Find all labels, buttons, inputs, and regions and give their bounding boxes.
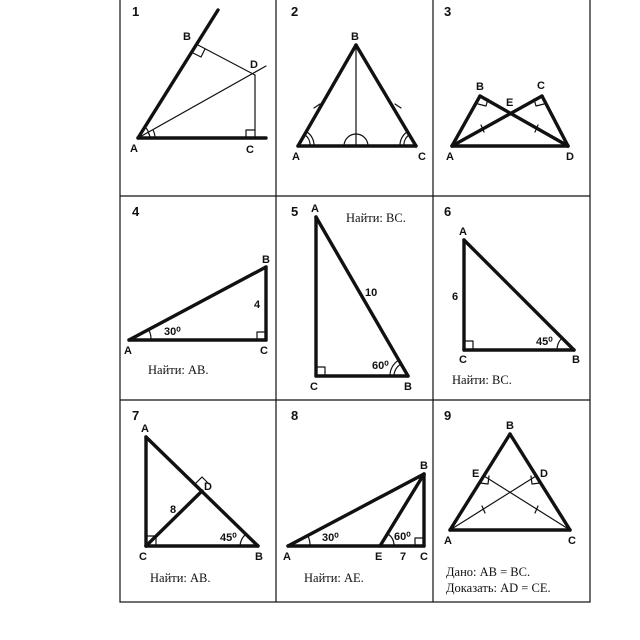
vertex-label: C: [310, 381, 318, 393]
vertex-label: C: [568, 535, 576, 547]
vertex-label: B: [420, 460, 428, 472]
vertex-label: A: [444, 535, 452, 547]
vertex-label: A: [124, 345, 132, 357]
task-text: Найти: AB.: [148, 363, 209, 377]
vertex-label: A: [446, 151, 454, 163]
vertex-label: B: [404, 381, 412, 393]
problem-number: 6: [444, 204, 452, 219]
problem-number: 8: [291, 408, 299, 423]
vertex-label: A: [130, 143, 138, 155]
vertex-label: D: [204, 481, 212, 493]
problem-number: 5: [291, 204, 299, 219]
problem-4: [124, 204, 270, 377]
problem-number: 9: [444, 408, 452, 423]
vertex-label: A: [292, 151, 300, 163]
angle-label: 45⁰: [536, 336, 553, 348]
vertex-label: C: [537, 80, 545, 92]
problem-number: 2: [291, 4, 299, 19]
angle-label: 45⁰: [220, 532, 237, 544]
vertex-label: E: [472, 468, 480, 480]
side-label: 10: [365, 287, 378, 299]
vertex-label: A: [311, 203, 319, 215]
angle-label: 30⁰: [164, 326, 181, 338]
task-text: Найти: BC.: [346, 211, 406, 225]
prove-text: Доказать: AD = CE.: [446, 581, 551, 595]
problem-2: [291, 4, 426, 163]
problem-1: [130, 4, 266, 156]
vertex-label: D: [540, 468, 548, 480]
problem-7: [132, 408, 263, 585]
problem-number: 7: [132, 408, 140, 423]
side-label: 6: [452, 291, 459, 303]
problem-6: [444, 204, 580, 387]
vertex-label: B: [351, 31, 359, 43]
vertex-label: B: [183, 31, 191, 43]
problem-9: [444, 408, 576, 595]
task-text: Найти: AB.: [150, 571, 211, 585]
vertex-label: A: [283, 551, 291, 563]
vertex-label: A: [459, 226, 467, 238]
side-label: 4: [254, 299, 261, 311]
problem-number: 4: [132, 204, 140, 219]
vertex-label: B: [506, 420, 514, 432]
vertex-label: C: [139, 551, 147, 563]
vertex-label: D: [250, 59, 258, 71]
problem-3: [444, 4, 574, 163]
angle-label: 60⁰: [394, 531, 411, 543]
angle-label: 60⁰: [372, 360, 389, 372]
vertex-label: C: [418, 151, 426, 163]
vertex-label: B: [262, 254, 270, 266]
problem-5: [291, 203, 412, 393]
vertex-label: D: [566, 151, 574, 163]
side-label: 8: [170, 504, 177, 516]
task-text: Найти: BC.: [452, 373, 512, 387]
problem-8: [283, 408, 428, 585]
angle-label: 30⁰: [322, 532, 339, 544]
vertex-label: C: [246, 144, 254, 156]
given-text: Дано: AB = BC.: [446, 565, 531, 579]
problem-number: 1: [132, 4, 140, 19]
vertex-label: B: [255, 551, 263, 563]
side-label: 7: [400, 551, 407, 563]
vertex-label: C: [420, 551, 428, 563]
vertex-label: E: [506, 97, 514, 109]
vertex-label: A: [141, 423, 149, 435]
vertex-label: C: [260, 345, 268, 357]
vertex-label: C: [459, 354, 467, 366]
task-text: Найти: AE.: [304, 571, 364, 585]
vertex-label: B: [476, 81, 484, 93]
vertex-label: B: [572, 354, 580, 366]
vertex-label: E: [375, 551, 383, 563]
problem-number: 3: [444, 4, 452, 19]
